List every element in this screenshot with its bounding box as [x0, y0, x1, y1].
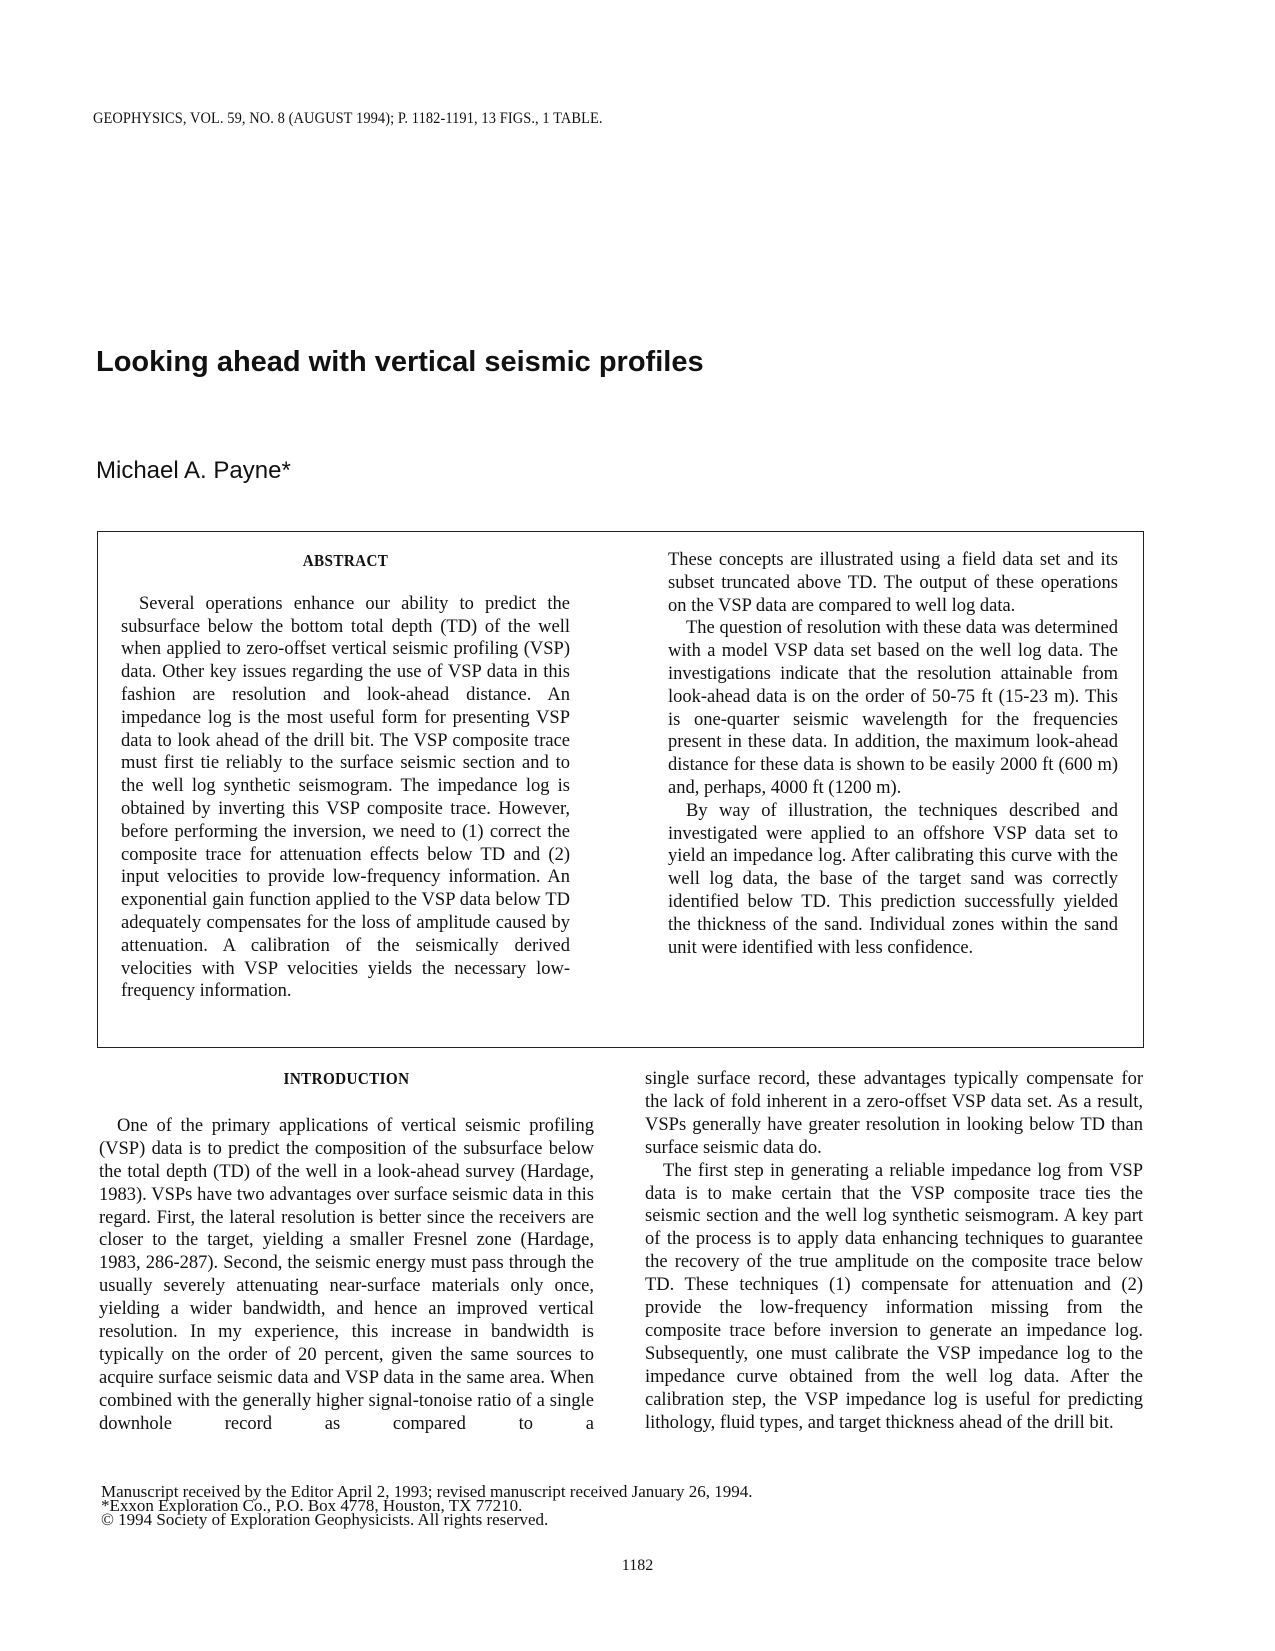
footnote-affiliation: *Exxon Exploration Co., P.O. Box 4778, Houston, TX 77210. — [101, 1496, 523, 1515]
abstract-left-column — [121, 550, 570, 1003]
journal-header: GEOPHYSICS, VOL. 59, NO. 8 (AUGUST 1994); P. 1182-1191, 13 FIGS., 1 TABLE. — [93, 110, 603, 127]
introduction-paragraph: One of the primary applications of vertical seismic profiling (VSP) data is to predict the composition of the subsurface below the total depth (TD) of the well in a look-ahead survey (Hardage, 1983). VSPs have two advantages over surface seismic data in this regard. First, the lateral resolution is better since the receivers are closer to the target, yielding a smaller Fresnel zone (Hardage, 1983, 286-287). Second, the seismic energy must pass through the usually severely attenuating near-surface materials only once, yielding a wider bandwidth, and hence an improved vertical resolution. In my experience, this increase in bandwidth is typically on the order of 20 percent, given the same sources to acquire surface seismic data and VSP data in the same area. When combined with the generally higher signal-tonoise ratio of a single downhole record as compared to a — [99, 1115, 594, 1434]
paper-title: Looking ahead with vertical seismic profiles — [96, 346, 704, 378]
abstract-paragraph: Several operations enhance our ability to predict the subsurface below the bottom total depth (TD) of the well when applied to zero-offset vertical seismic profiling (VSP) data. Other key issues regarding the use of VSP data in this fashion are resolution and look-ahead distance. An impedance log is the most useful form for presenting VSP data to look ahead of the drill bit. The VSP composite trace must first tie reliably to the surface seismic section and to the well log synthetic seismogram. The impedance log is obtained by inverting this VSP composite trace. However, before performing the inversion, we need to (1) correct the composite trace for attenuation effects below TD and (2) input velocities to provide low-frequency information. An exponential gain function applied to the VSP data below TD adequately compensates for the loss of amplitude caused by attenuation. A calibration of the seismically derived velocities with VSP velocities yields the necessary low-frequency information. — [121, 593, 570, 1002]
introduction-paragraph: The first step in generating a reliable impedance log from VSP data is to make certain that the VSP composite trace ties the seismic section and the well log synthetic seismogram. A key part of the process is to apply data enhancing techniques to guarantee the recovery of the true amplitude on the composite trace below TD. These techniques (1) compensate for attenuation and (2) provide the low-frequency information missing from the composite trace before inversion to generate an impedance log. Subsequently, one must calibrate the VSP impedance log to the impedance curve obtained from the well log data. After the calibration step, the VSP impedance log is useful for predicting lithology, fluid types, and target thickness ahead of the drill bit. — [645, 1160, 1143, 1433]
introduction-left-column — [99, 1068, 594, 1436]
abstract-paragraph: The question of resolution with these data was determined with a model VSP data set based on the well log data. The investigations indicate that the resolution attainable from look-ahead data is on the order of 50-75 ft (15-23 m). This is one-quarter seismic wavelength for the frequencies present in these data. In addition, the maximum look-ahead distance for these data is shown to be easily 2000 ft (600 m) and, perhaps, 4000 ft (1200 m). — [668, 618, 1118, 798]
abstract-heading: ABSTRACT — [302, 551, 389, 570]
abstract-paragraph: These concepts are illustrated using a field data set and its subset truncated above TD. The output of these operations on the VSP data are compared to well log data. — [668, 550, 1118, 616]
page-number: 1182 — [621, 1557, 654, 1574]
abstract-paragraph: By way of illustration, the techniques described and investigated were applied to an offshore VSP data set to yield an impedance log. After calibrating this curve with the well log data, the base of the target sand was correctly identified below TD. This prediction successfully yielded the thickness of the sand. Individual zones within the sand unit were identified with less confidence. — [668, 800, 1118, 958]
abstract-box — [97, 531, 1144, 1048]
footnote-copyright: © 1994 Society of Exploration Geophysicists. All rights reserved. — [101, 1510, 549, 1529]
footnotes — [101, 1482, 753, 1529]
abstract-right-column — [668, 549, 1118, 959]
introduction-right-column — [645, 1068, 1143, 1435]
introduction-heading: INTRODUCTION — [283, 1069, 410, 1088]
introduction-paragraph-continued: single surface record, these advantages typically compensate for the lack of fold inherent in a zero-offset VSP data set. As a result, VSPs generally have greater resolution in looking below TD than surface seismic data do. — [645, 1069, 1143, 1158]
author-name: Michael A. Payne* — [96, 457, 291, 484]
footnote-manuscript: Manuscript received by the Editor April 2, 1993; revised manuscript received January 26, 1994. — [101, 1482, 753, 1501]
